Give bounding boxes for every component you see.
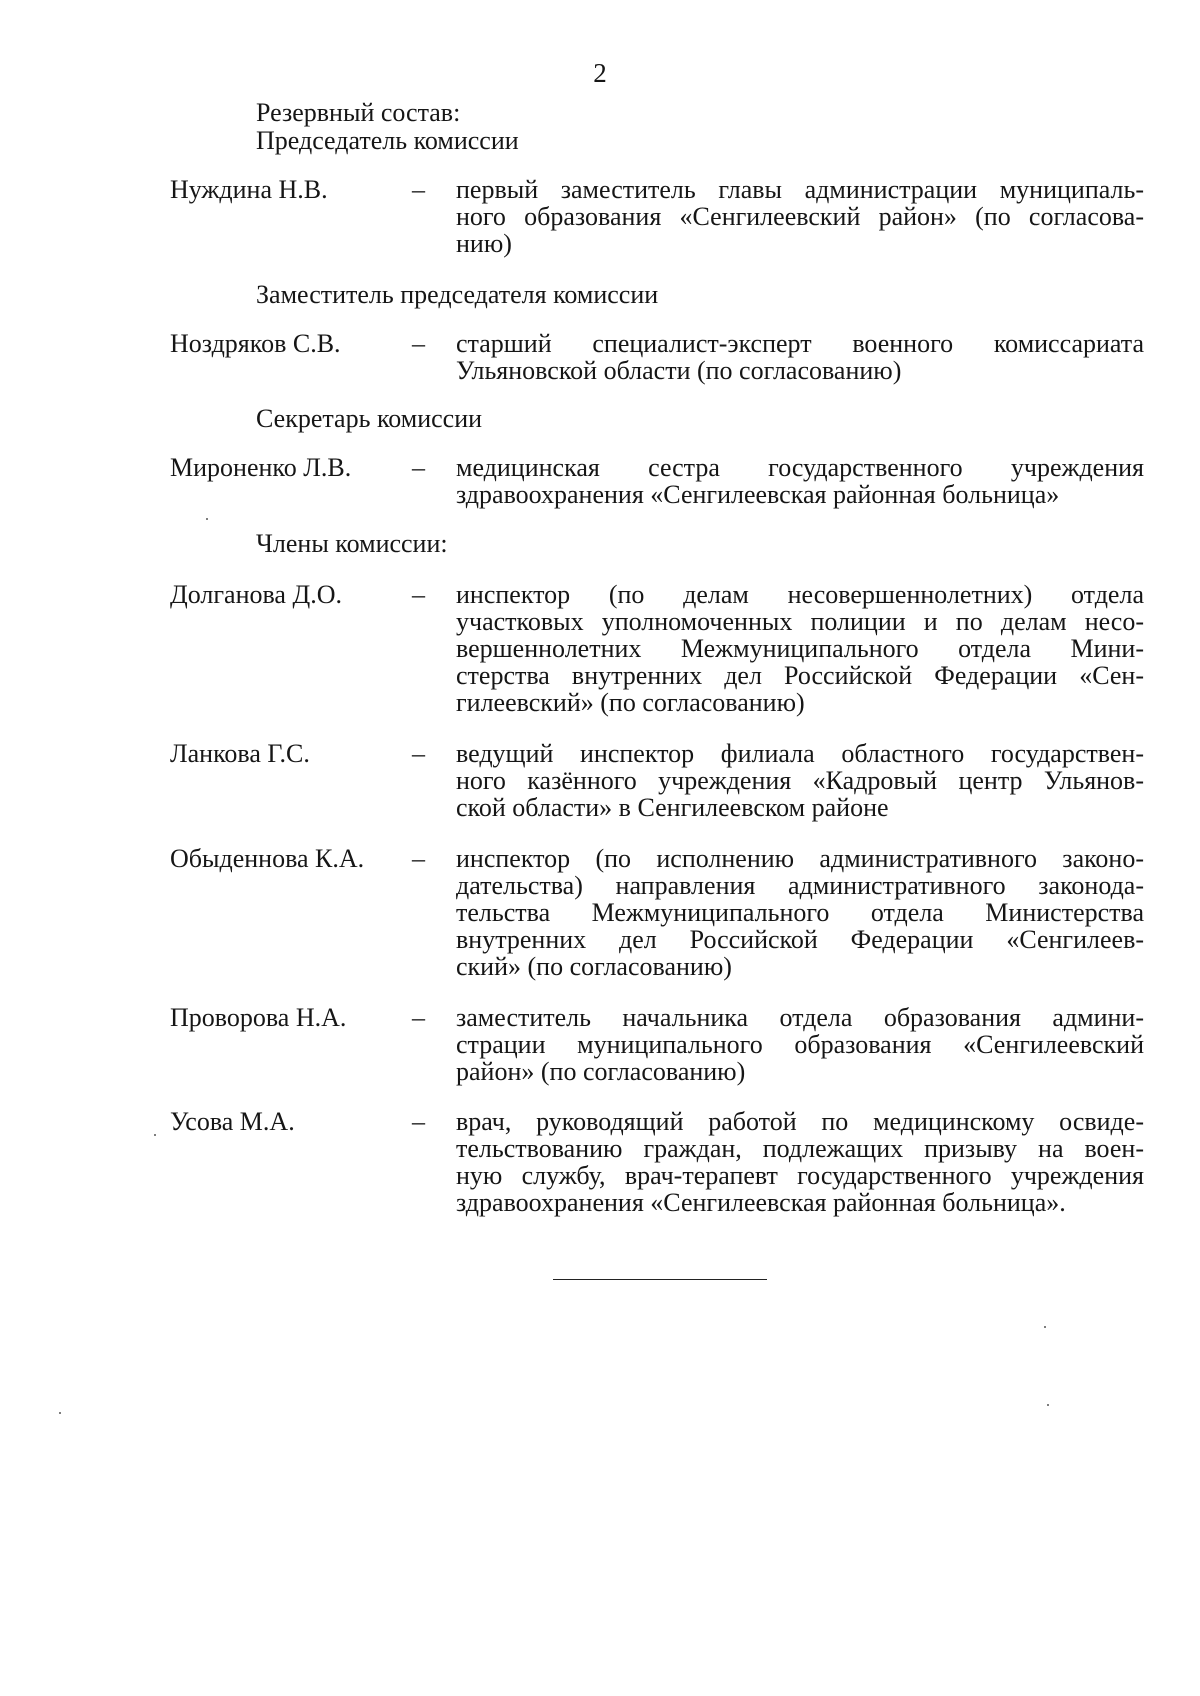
closing-rule bbox=[553, 1279, 767, 1280]
member-name: Мироненко Л.В. bbox=[170, 453, 352, 482]
position-line: ский» (по согласованию) bbox=[456, 952, 732, 981]
dash: – bbox=[412, 1003, 425, 1032]
position-line: дательства) направления административного законода- bbox=[456, 871, 1144, 900]
dash: – bbox=[412, 580, 425, 609]
position-line: вершеннолетних Межмуниципального отдела Мини- bbox=[456, 634, 1144, 663]
member-name: Ланкова Г.С. bbox=[170, 739, 310, 768]
member-name: Ноздряков С.В. bbox=[170, 329, 341, 358]
position-line: стерства внутренних дел Российской Федерации «Сен- bbox=[456, 661, 1144, 690]
member-name: Проворова Н.А. bbox=[170, 1003, 347, 1032]
dash: – bbox=[412, 329, 425, 358]
position-line: ведущий инспектор филиала областного государствен- bbox=[456, 739, 1144, 768]
member-name: Обыденнова К.А. bbox=[170, 844, 365, 873]
position-line: здравоохранения «Сенгилеевская районная больница». bbox=[456, 1188, 1066, 1217]
heading-chairman: Председатель комиссии bbox=[256, 126, 519, 155]
heading-secretary: Секретарь комиссии bbox=[256, 404, 483, 433]
scan-speck bbox=[154, 1134, 156, 1136]
member-name: Долганова Д.О. bbox=[170, 580, 342, 609]
heading-reserve: Резервный состав: bbox=[256, 98, 461, 127]
member-position bbox=[456, 176, 1144, 257]
scan-speck bbox=[1047, 1404, 1049, 1406]
position-line: ного образования «Сенгилеевский район» (по согласова- bbox=[456, 202, 1144, 231]
dash: – bbox=[412, 1107, 425, 1136]
member-position bbox=[456, 454, 1144, 508]
heading-members: Члены комиссии: bbox=[256, 529, 448, 558]
scan-speck bbox=[1044, 1326, 1046, 1328]
dash: – bbox=[412, 453, 425, 482]
position-line: заместитель начальника отдела образования админи- bbox=[456, 1003, 1144, 1032]
member-position bbox=[456, 581, 1144, 716]
position-line: нию) bbox=[456, 229, 512, 258]
scan-speck bbox=[206, 518, 208, 520]
heading-deputy: Заместитель председателя комиссии bbox=[256, 280, 659, 309]
position-line: ную службу, врач-терапевт государственного учреждения bbox=[456, 1161, 1144, 1190]
position-line: участковых уполномоченных полиции и по делам несо- bbox=[456, 607, 1144, 636]
position-line: инспектор (по делам несовершеннолетних) отдела bbox=[456, 580, 1144, 609]
member-position bbox=[456, 1004, 1144, 1085]
member-position bbox=[456, 845, 1144, 980]
position-line: тельства Межмуниципального отдела Министерства bbox=[456, 898, 1144, 927]
member-position bbox=[456, 740, 1144, 821]
dash: – bbox=[412, 739, 425, 768]
position-line: первый заместитель главы администрации муниципаль- bbox=[456, 175, 1144, 204]
position-line: гилеевский» (по согласованию) bbox=[456, 688, 805, 717]
position-line: район» (по согласованию) bbox=[456, 1057, 746, 1086]
position-line: ской области» в Сенгилеевском районе bbox=[456, 793, 889, 822]
member-position bbox=[456, 1108, 1144, 1216]
member-position bbox=[456, 330, 1144, 384]
position-line: страции муниципального образования «Сенгилеевский bbox=[456, 1030, 1144, 1059]
position-line: старший специалист-эксперт военного комиссариата bbox=[456, 329, 1144, 358]
position-line: здравоохранения «Сенгилеевская районная больница» bbox=[456, 480, 1060, 509]
scan-speck bbox=[59, 1412, 61, 1414]
position-line: Ульяновской области (по согласованию) bbox=[456, 356, 902, 385]
member-name: Усова М.А. bbox=[170, 1107, 295, 1136]
position-line: внутренних дел Российской Федерации «Сенгилеев- bbox=[456, 925, 1144, 954]
page-number: 2 bbox=[593, 58, 607, 88]
position-line: ного казённого учреждения «Кадровый центр Ульянов- bbox=[456, 766, 1144, 795]
position-line: медицинская сестра государственного учреждения bbox=[456, 453, 1144, 482]
dash: – bbox=[412, 844, 425, 873]
dash: – bbox=[412, 175, 425, 204]
position-line: врач, руководящий работой по медицинскому освиде- bbox=[456, 1107, 1144, 1136]
member-name: Нуждина Н.В. bbox=[170, 175, 328, 204]
position-line: инспектор (по исполнению административного законо- bbox=[456, 844, 1144, 873]
position-line: тельствованию граждан, подлежащих призыву на воен- bbox=[456, 1134, 1144, 1163]
